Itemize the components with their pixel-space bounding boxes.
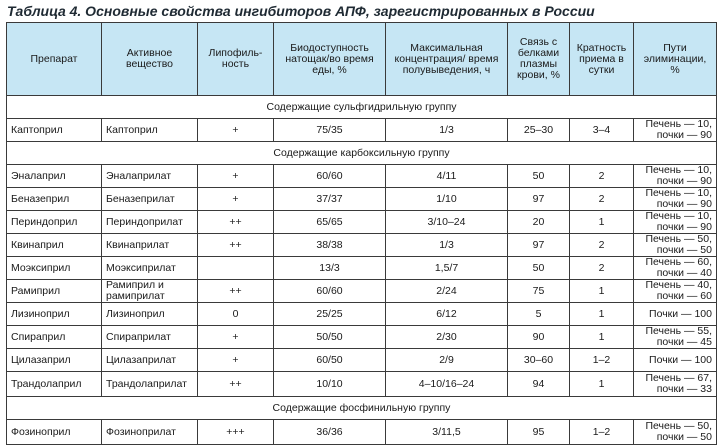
bioavailability-cell: 13/3 [274, 257, 386, 280]
elimination-line-1: Печень — 10, [645, 118, 712, 130]
elimination-line-1: Печень — 10, [645, 164, 712, 176]
bioavailability-cell: 38/38 [274, 234, 386, 257]
group-title: Содержащие сульфгидрильную группу [7, 96, 717, 119]
dosing-frequency-cell: 2 [570, 165, 634, 188]
elimination-line-1: Печень — 50, [645, 233, 712, 245]
header-cell: Липофиль-ность [198, 23, 274, 96]
table-caption: Таблица 4. Основные свойства ингибиторов АПФ, зарегистрированных в России [7, 3, 595, 19]
lipophilicity-cell: 0 [198, 303, 274, 326]
bioavailability-cell: 65/65 [274, 211, 386, 234]
elimination-line-1: Печень — 67, [645, 372, 712, 384]
active-substance-cell: Спираприлат [102, 326, 198, 349]
cmax-halflife-cell: 4/11 [386, 165, 508, 188]
lipophilicity-cell: + [198, 349, 274, 372]
drug-name-cell: Периндоприл [7, 211, 102, 234]
elimination-line-2: почки — 90 [656, 129, 712, 141]
cmax-halflife-cell: 2/9 [386, 349, 508, 372]
elimination-line-2: почки — 90 [656, 221, 712, 233]
elimination-cell [634, 211, 717, 234]
dosing-frequency-cell: 1 [570, 303, 634, 326]
header-cell: Максимальная концентрация/ время полувыведения, ч [386, 23, 508, 96]
dosing-frequency-cell: 1 [570, 372, 634, 397]
header-cell: Кратность приема в сутки [570, 23, 634, 96]
elimination-line-1: Печень — 10, [645, 210, 712, 222]
drug-name-cell: Квинаприл [7, 234, 102, 257]
table-row [7, 349, 717, 372]
elimination-line-1: Печень — 10, [645, 187, 712, 199]
drug-name-cell: Эналаприл [7, 165, 102, 188]
cmax-halflife-cell: 1/10 [386, 188, 508, 211]
dosing-frequency-cell: 2 [570, 257, 634, 280]
cmax-halflife-cell: 4–10/16–24 [386, 372, 508, 397]
header-cell: Пути элиминации, % [634, 23, 717, 96]
cmax-halflife-cell: 2/24 [386, 280, 508, 303]
protein-binding-cell: 90 [508, 326, 570, 349]
lipophilicity-cell: +++ [198, 420, 274, 445]
drug-name-cell: Лизиноприл [7, 303, 102, 326]
elimination-cell [634, 372, 717, 397]
cmax-halflife-cell: 3/10–24 [386, 211, 508, 234]
active-substance-cell: Фозиноприлат [102, 420, 198, 445]
active-substance-cell: Каптоприл [102, 119, 198, 142]
group-row [7, 397, 717, 420]
protein-binding-cell: 50 [508, 257, 570, 280]
elimination-line-2: почки — 45 [656, 336, 712, 348]
ace-inhibitors-table [6, 22, 717, 445]
elimination-line-2: почки — 50 [656, 244, 712, 256]
protein-binding-cell: 95 [508, 420, 570, 445]
active-substance-cell: Периндоприлат [102, 211, 198, 234]
group-row [7, 96, 717, 119]
active-substance-cell: Рамиприл и рамиприлат [102, 280, 198, 303]
protein-binding-cell: 97 [508, 188, 570, 211]
elimination-cell [634, 188, 717, 211]
active-substance-cell: Лизиноприл [102, 303, 198, 326]
dosing-frequency-cell: 1 [570, 280, 634, 303]
bioavailability-cell: 36/36 [274, 420, 386, 445]
elimination-cell [634, 349, 717, 372]
header-cell: Биодоступность натощак/во время еды, % [274, 23, 386, 96]
table-row [7, 188, 717, 211]
bioavailability-cell: 60/60 [274, 165, 386, 188]
elimination-cell [634, 280, 717, 303]
elimination-line-2: почки — 33 [656, 383, 712, 395]
cmax-halflife-cell: 6/12 [386, 303, 508, 326]
elimination-line-2: почки — 90 [656, 175, 712, 187]
elimination-line-1: Печень — 40, [645, 279, 712, 291]
lipophilicity-cell [198, 257, 274, 280]
dosing-frequency-cell: 1 [570, 326, 634, 349]
elimination-line-2: почки — 60 [656, 290, 712, 302]
elimination-line-1: Почки — 100 [649, 353, 712, 366]
table-row [7, 211, 717, 234]
cmax-halflife-cell: 1/3 [386, 234, 508, 257]
table-row [7, 234, 717, 257]
elimination-line-1: Печень — 60, [645, 256, 712, 268]
lipophilicity-cell: + [198, 165, 274, 188]
elimination-cell [634, 165, 717, 188]
bioavailability-cell: 50/50 [274, 326, 386, 349]
protein-binding-cell: 5 [508, 303, 570, 326]
lipophilicity-cell: + [198, 188, 274, 211]
protein-binding-cell: 75 [508, 280, 570, 303]
group-title: Содержащие фосфинильную группу [7, 397, 717, 420]
header-cell: Препарат [7, 23, 102, 96]
table-row [7, 420, 717, 445]
table-row [7, 165, 717, 188]
table-row [7, 303, 717, 326]
bioavailability-cell: 10/10 [274, 372, 386, 397]
table-row [7, 372, 717, 397]
active-substance-cell: Квинаприлат [102, 234, 198, 257]
bioavailability-cell: 37/37 [274, 188, 386, 211]
protein-binding-cell: 30–60 [508, 349, 570, 372]
elimination-line-1: Печень — 50, [645, 420, 712, 432]
elimination-cell [634, 326, 717, 349]
drug-name-cell: Рамиприл [7, 280, 102, 303]
table-body [7, 96, 717, 445]
protein-binding-cell: 97 [508, 234, 570, 257]
elimination-line-2: почки — 50 [656, 431, 712, 443]
header-cell: Связь с белками плазмы крови, % [508, 23, 570, 96]
elimination-cell [634, 420, 717, 445]
active-substance-cell: Цилазаприлат [102, 349, 198, 372]
active-substance-cell: Беназеприлат [102, 188, 198, 211]
bioavailability-cell: 60/50 [274, 349, 386, 372]
bioavailability-cell: 60/60 [274, 280, 386, 303]
protein-binding-cell: 50 [508, 165, 570, 188]
drug-name-cell: Моэксиприл [7, 257, 102, 280]
cmax-halflife-cell: 2/30 [386, 326, 508, 349]
dosing-frequency-cell: 3–4 [570, 119, 634, 142]
dosing-frequency-cell: 1–2 [570, 349, 634, 372]
active-substance-cell: Трандолаприлат [102, 372, 198, 397]
header-row [7, 23, 717, 96]
drug-name-cell: Каптоприл [7, 119, 102, 142]
protein-binding-cell: 25–30 [508, 119, 570, 142]
drug-name-cell: Фозиноприл [7, 420, 102, 445]
table-row [7, 257, 717, 280]
cmax-halflife-cell: 1,5/7 [386, 257, 508, 280]
drug-name-cell: Спираприл [7, 326, 102, 349]
lipophilicity-cell: ++ [198, 280, 274, 303]
lipophilicity-cell: + [198, 326, 274, 349]
elimination-cell [634, 257, 717, 280]
group-row [7, 142, 717, 165]
header-cell: Активное вещество [102, 23, 198, 96]
protein-binding-cell: 94 [508, 372, 570, 397]
elimination-line-1: Почки — 100 [649, 307, 712, 320]
drug-name-cell: Беназеприл [7, 188, 102, 211]
lipophilicity-cell: ++ [198, 234, 274, 257]
table-row [7, 280, 717, 303]
elimination-cell [634, 234, 717, 257]
dosing-frequency-cell: 1–2 [570, 420, 634, 445]
bioavailability-cell: 25/25 [274, 303, 386, 326]
dosing-frequency-cell: 2 [570, 234, 634, 257]
lipophilicity-cell: + [198, 119, 274, 142]
cmax-halflife-cell: 3/11,5 [386, 420, 508, 445]
lipophilicity-cell: ++ [198, 372, 274, 397]
bioavailability-cell: 75/35 [274, 119, 386, 142]
dosing-frequency-cell: 2 [570, 188, 634, 211]
elimination-line-2: почки — 40 [656, 267, 712, 279]
drug-name-cell: Трандолаприл [7, 372, 102, 397]
elimination-cell [634, 119, 717, 142]
lipophilicity-cell: ++ [198, 211, 274, 234]
elimination-line-2: почки — 90 [656, 198, 712, 210]
cmax-halflife-cell: 1/3 [386, 119, 508, 142]
table-row [7, 119, 717, 142]
drug-name-cell: Цилазаприл [7, 349, 102, 372]
active-substance-cell: Моэксиприлат [102, 257, 198, 280]
elimination-cell [634, 303, 717, 326]
active-substance-cell: Эналаприлат [102, 165, 198, 188]
protein-binding-cell: 20 [508, 211, 570, 234]
dosing-frequency-cell: 1 [570, 211, 634, 234]
group-title: Содержащие карбоксильную группу [7, 142, 717, 165]
elimination-line-1: Печень — 55, [645, 325, 712, 337]
table-row [7, 326, 717, 349]
